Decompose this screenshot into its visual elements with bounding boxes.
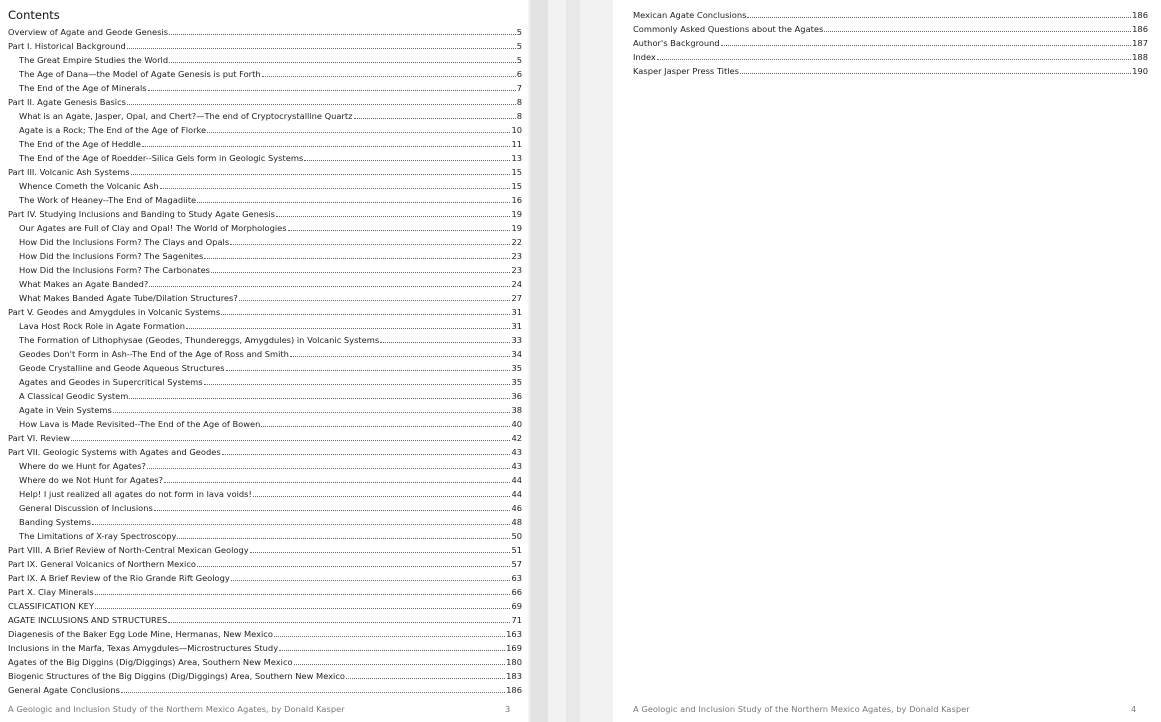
toc-dot-leader [113,404,511,413]
toc-entry-title: The Great Empire Studies the World [19,55,169,65]
toc-entry[interactable] [8,501,522,515]
toc-entry-title: How Did the Inclusions Form? The Sagenites [19,251,204,261]
toc-entry-title: What Makes an Agate Banded? [19,279,149,289]
toc-entry-title: Diagenesis of the Baker Egg Lode Mine, Hermanas, New Mexico [8,629,273,639]
toc-entry-title: Part IV. Studying Inclusions and Banding to Study Agate Genesis [8,209,275,219]
toc-entry-page: 19 [511,209,522,219]
toc-entry[interactable] [8,207,522,221]
toc-entry-title: Where do we Hunt for Agates? [19,461,146,471]
toc-entry-title: The End of the Age of Heddle [19,139,141,149]
toc-entry-page: 50 [511,531,522,541]
toc-entry[interactable] [8,599,522,613]
toc-dot-leader [92,516,510,525]
page-gutter-shadow [566,0,580,722]
toc-entry-title: How Did the Inclusions Form? The Carbonates [19,265,211,275]
toc-entry-page: 186 [506,685,522,695]
toc-dot-leader [154,502,511,511]
toc-entry-title: Geode Crystalline and Geode Aqueous Structures [19,363,225,373]
right-page [613,0,1161,722]
toc-entry-page: 51 [511,545,522,555]
toc-entry-page: 180 [506,657,522,667]
toc-entry-title: Lava Host Rock Role in Agate Formation [19,321,185,331]
toc-dot-leader [288,222,511,231]
toc-dot-leader [747,9,1131,18]
toc-entry[interactable] [633,50,1148,64]
toc-entry[interactable] [633,36,1148,50]
toc-dot-leader [197,558,510,567]
toc-entry-page: 19 [511,223,522,233]
toc-entry[interactable] [8,333,522,347]
toc-dot-leader [380,334,510,343]
toc-entry-title: Part IX. A Brief Review of the Rio Grande Rift Geology [8,573,230,583]
toc-entry-title: Agates and Geodes in Supercritical Systems [19,377,203,387]
toc-entry-title: Inclusions in the Marfa, Texas Amygdules—Microstructures Study [8,643,279,653]
toc-dot-leader [222,446,511,455]
toc-entry[interactable] [8,53,522,67]
toc-dot-leader [261,418,510,427]
toc-entry-title: Part IX. General Volcanics of Northern Mexico [8,559,196,569]
toc-dot-leader [168,614,510,623]
toc-entry-page: 35 [511,363,522,373]
toc-entry-page: 27 [511,293,522,303]
toc-entry-page: 16 [511,195,522,205]
toc-entry-title: Part VII. Geologic Systems with Agates and Geodes [8,447,221,457]
toc-entry-page: 7 [516,83,522,93]
toc-dot-leader [131,166,511,175]
toc-entry[interactable] [8,445,522,459]
toc-dot-leader [129,390,510,399]
toc-entry-page: 11 [511,139,522,149]
toc-entry-page: 15 [511,167,522,177]
toc-entry[interactable] [8,487,522,501]
table-of-contents-right [633,8,1148,78]
toc-entry-title: Part VI. Review [8,433,71,443]
toc-entry-page: 42 [511,433,522,443]
toc-dot-leader [304,152,510,161]
toc-entry-title: Commonly Asked Questions about the Agates [633,24,824,34]
toc-entry[interactable] [8,431,522,445]
toc-entry[interactable] [8,291,522,305]
toc-entry-page: 5 [516,55,522,65]
toc-entry-title: Part I. Historical Background [8,41,126,51]
toc-dot-leader [71,432,510,441]
toc-dot-leader [721,37,1131,46]
toc-dot-leader [197,194,510,203]
toc-entry-page: 44 [511,489,522,499]
toc-entry[interactable] [8,305,522,319]
toc-entry-title: Author's Background [633,38,720,48]
toc-dot-leader [294,656,506,665]
toc-dot-leader [657,51,1131,60]
toc-entry-page: 190 [1132,66,1148,76]
toc-entry-title: The End of the Age of Minerals [19,83,147,93]
toc-entry-title: General Agate Conclusions [8,685,120,695]
toc-dot-leader [164,474,510,483]
toc-dot-leader [127,40,516,49]
toc-entry[interactable] [8,249,522,263]
toc-entry[interactable] [8,459,522,473]
toc-entry[interactable] [8,39,522,53]
toc-entry-title: Part V. Geodes and Amygdules in Volcanic Systems [8,307,221,317]
toc-dot-leader [148,82,516,91]
toc-dot-leader [250,544,511,553]
toc-entry-title: Kasper Jasper Press Titles [633,66,739,76]
footer-book-title: A Geologic and Inclusion Study of the Northern Mexico Agates, by Donald Kasper [633,704,970,714]
toc-entry-page: 163 [506,629,522,639]
toc-entry-page: 40 [511,419,522,429]
toc-entry-title: Whence Cometh the Volcanic Ash [19,181,159,191]
toc-entry-title: Banding Systems [19,517,92,527]
toc-dot-leader [346,670,505,679]
toc-dot-leader [211,264,510,273]
toc-entry[interactable] [8,25,522,39]
toc-entry-page: 188 [1132,52,1148,62]
toc-entry[interactable] [8,235,522,249]
toc-entry[interactable] [8,347,522,361]
toc-entry-title: A Classical Geodic System [19,391,129,401]
toc-entry-title: Where do we Not Hunt for Agates? [19,475,164,485]
toc-entry[interactable] [8,277,522,291]
toc-entry-page: 71 [511,615,522,625]
toc-entry-title: Part VIII. A Brief Review of North-Central Mexican Geology [8,545,249,555]
toc-entry[interactable] [633,8,1148,22]
toc-entry-title: How Lava is Made Revisited--The End of the Age of Bowen [19,419,261,429]
toc-entry-page: 63 [511,573,522,583]
toc-dot-leader [160,180,511,189]
toc-dot-leader [290,348,511,357]
toc-entry-page: 35 [511,377,522,387]
toc-dot-leader [95,586,511,595]
toc-entry[interactable] [8,361,522,375]
toc-entry[interactable] [8,627,522,641]
toc-entry-title: How Did the Inclusions Form? The Clays and Opals [19,237,230,247]
toc-dot-leader [740,65,1131,74]
toc-entry[interactable] [8,389,522,403]
toc-entry-title: The Limitations of X-ray Spectroscopy [19,531,177,541]
toc-dot-leader [207,124,510,133]
contents-heading: Contents [8,8,60,22]
toc-entry[interactable] [8,221,522,235]
toc-entry[interactable] [8,319,522,333]
toc-entry-page: 8 [516,111,522,121]
footer-book-title: A Geologic and Inclusion Study of the Northern Mexico Agates, by Donald Kasper [8,704,345,714]
toc-dot-leader [169,54,516,63]
toc-entry-page: 13 [511,153,522,163]
toc-entry-title: Overview of Agate and Geode Genesis [8,27,169,37]
toc-entry[interactable] [8,67,522,81]
toc-entry-page: 183 [506,671,522,681]
toc-entry-title: Biogenic Structures of the Big Diggins (Dig/Diggings) Area, Southern New Mexico [8,671,345,681]
toc-entry-page: 186 [1132,10,1148,20]
toc-entry-title: The Age of Dana—the Model of Agate Genesis is put Forth [19,69,261,79]
footer-page-number: 3 [505,704,511,714]
toc-dot-leader [147,460,511,469]
toc-entry-page: 6 [516,69,522,79]
toc-entry[interactable] [8,641,522,655]
toc-entry-page: 43 [511,461,522,471]
toc-entry-page: 186 [1132,24,1148,34]
toc-entry[interactable] [8,375,522,389]
toc-dot-leader [177,530,510,539]
toc-entry[interactable] [8,165,522,179]
toc-entry[interactable] [8,529,522,543]
toc-entry[interactable] [8,263,522,277]
toc-entry-title: The Work of Heaney--The End of Magadiite [19,195,197,205]
toc-entry-page: 169 [506,643,522,653]
toc-entry-page: 10 [511,125,522,135]
toc-dot-leader [169,26,516,35]
toc-entry-title: Part II. Agate Genesis Basics [8,97,126,107]
toc-entry[interactable] [8,123,522,137]
toc-entry-title: General Discussion of Inclusions [19,503,153,513]
toc-dot-leader [149,278,510,287]
toc-entry-title: Agate is a Rock; The End of the Age of Florke [19,125,207,135]
toc-entry-title: Part III. Volcanic Ash Systems [8,167,130,177]
toc-entry[interactable] [8,557,522,571]
toc-dot-leader [95,600,510,609]
toc-dot-leader [274,628,505,637]
toc-entry-title: Part X. Clay Minerals [8,587,94,597]
toc-entry[interactable] [8,585,522,599]
toc-entry[interactable] [633,64,1148,78]
toc-entry-page: 22 [511,237,522,247]
toc-entry-page: 38 [511,405,522,415]
toc-entry-page: 48 [511,517,522,527]
toc-entry[interactable] [8,81,522,95]
toc-entry[interactable] [8,179,522,193]
toc-entry[interactable] [8,95,522,109]
toc-entry-page: 57 [511,559,522,569]
toc-entry-title: Mexican Agate Conclusions [633,10,747,20]
toc-entry-page: 5 [516,41,522,51]
toc-dot-leader [142,138,510,147]
toc-entry-title: The Formation of Lithophysae (Geodes, Thundereggs, Amygdules) in Volcanic Systems [19,335,380,345]
toc-dot-leader [230,236,510,245]
toc-entry[interactable] [8,613,522,627]
toc-dot-leader [239,292,511,301]
toc-entry-title: Index [633,52,656,62]
table-of-contents-left [8,25,522,697]
toc-entry[interactable] [8,543,522,557]
toc-entry-title: Our Agates are Full of Clay and Opal! The World of Morphologies [19,223,287,233]
toc-entry-page: 43 [511,447,522,457]
toc-entry-page: 44 [511,475,522,485]
toc-dot-leader [127,96,516,105]
toc-entry[interactable] [8,151,522,165]
toc-entry-page: 69 [511,601,522,611]
toc-entry[interactable] [633,22,1148,36]
footer-page-number: 4 [1131,704,1137,714]
toc-entry-page: 31 [511,321,522,331]
toc-entry-page: 46 [511,503,522,513]
toc-entry-page: 187 [1132,38,1148,48]
toc-dot-leader [231,572,511,581]
toc-entry-title: CLASSIFICATION KEY [8,601,94,611]
toc-entry[interactable] [8,403,522,417]
toc-entry-title: AGATE INCLUSIONS AND STRUCTURES [8,615,168,625]
toc-entry-title: What is an Agate, Jasper, Opal, and Chert?—The end of Cryptocrystalline Quartz [19,111,353,121]
toc-entry[interactable] [8,109,522,123]
toc-dot-leader [204,250,510,259]
toc-entry-page: 24 [511,279,522,289]
toc-entry[interactable] [8,669,522,683]
toc-entry-title: Geodes Don't Form in Ash--The End of the Age of Ross and Smith [19,349,289,359]
toc-entry-title: Agates of the Big Diggins (Dig/Diggings) Area, Southern New Mexico [8,657,293,667]
toc-dot-leader [221,306,510,315]
toc-dot-leader [276,208,510,217]
toc-dot-leader [253,488,511,497]
toc-entry[interactable] [8,515,522,529]
toc-entry-title: What Makes Banded Agate Tube/Dilation Structures? [19,293,238,303]
toc-dot-leader [354,110,516,119]
toc-dot-leader [824,23,1131,32]
toc-entry[interactable] [8,655,522,669]
toc-entry-page: 34 [511,349,522,359]
toc-entry[interactable] [8,473,522,487]
toc-entry-title: Agate in Vein Systems [19,405,112,415]
toc-entry[interactable] [8,571,522,585]
toc-dot-leader [226,362,511,371]
toc-entry[interactable] [8,417,522,431]
toc-dot-leader [262,68,516,77]
toc-dot-leader [279,642,505,651]
toc-dot-leader [186,320,510,329]
toc-entry[interactable] [8,193,522,207]
toc-entry[interactable] [8,137,522,151]
toc-entry-page: 5 [516,27,522,37]
toc-entry-title: Help! I just realized all agates do not form in lava voids! [19,489,252,499]
toc-dot-leader [121,684,505,693]
toc-entry-page: 8 [516,97,522,107]
toc-entry[interactable] [8,683,522,697]
toc-entry-page: 33 [511,335,522,345]
toc-entry-page: 23 [511,251,522,261]
page-gutter-divider [530,0,548,722]
toc-entry-page: 66 [511,587,522,597]
toc-entry-page: 23 [511,265,522,275]
toc-entry-page: 31 [511,307,522,317]
toc-entry-page: 15 [511,181,522,191]
toc-entry-title: The End of the Age of Roedder--Silica Gels form in Geologic Systems [19,153,304,163]
left-page [0,0,528,722]
toc-dot-leader [204,376,511,385]
toc-entry-page: 36 [511,391,522,401]
